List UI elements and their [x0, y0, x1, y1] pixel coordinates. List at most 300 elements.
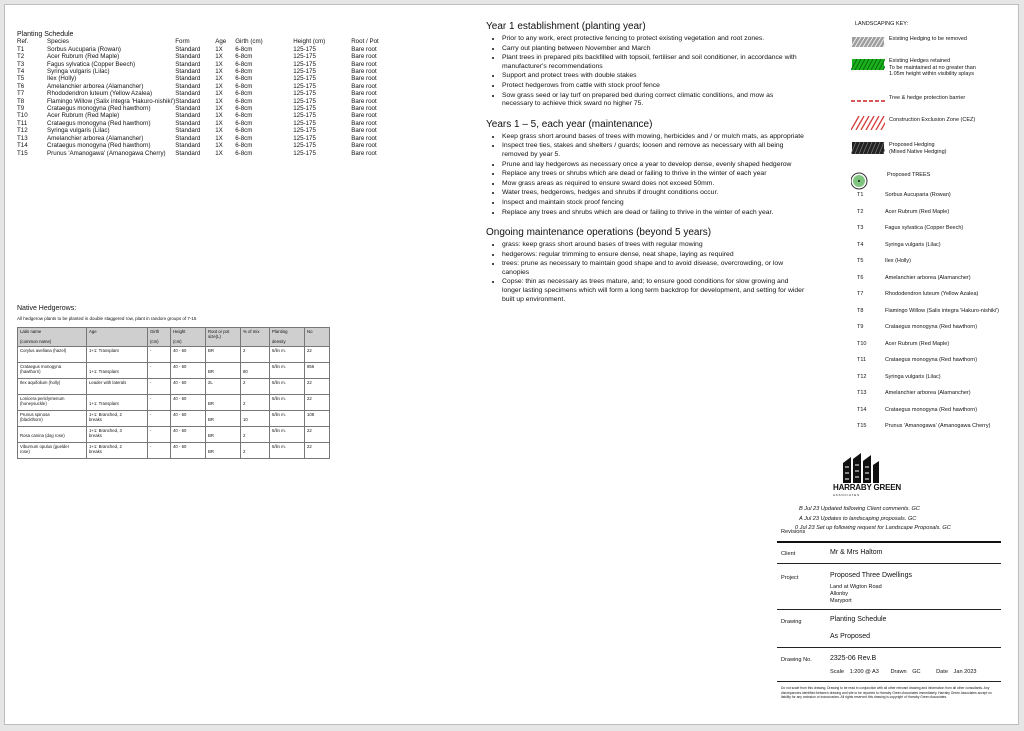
hedgerow-cell: 5/lin m.	[270, 363, 305, 379]
notes-list-item: • Replace any trees or shrubs which are dead or failing to thrive in the winter of each year	[502, 170, 806, 179]
schedule-cell: 125-175	[293, 127, 316, 135]
hedgerow-cell: 1+1: Transplant	[87, 347, 148, 363]
schedule-cell: Standard	[175, 75, 201, 83]
schedule-cell: Standard	[175, 119, 201, 127]
key-tree-ref: T12	[857, 373, 867, 380]
key-tree-ref: T1	[857, 192, 864, 198]
hedgerow-cell: -	[148, 443, 171, 459]
hedgerow-cell: 80	[241, 363, 270, 379]
schedule-cell: Crataegus monogyna (Red hawthorn)	[47, 142, 151, 150]
key-tree-row	[851, 192, 1021, 200]
schedule-cell: 6-8cm	[235, 82, 253, 90]
key-tree-row	[851, 390, 1021, 398]
schedule-cell: 1X	[215, 45, 223, 53]
client-label: Client	[781, 551, 796, 557]
key-item-label: Existing Hedging to be removed	[889, 36, 967, 42]
schedule-cell: Bare root	[351, 112, 377, 120]
schedule-cell: T5	[17, 75, 25, 83]
schedule-cell: 125-175	[293, 112, 316, 120]
schedule-cell: Bare root	[351, 75, 377, 83]
notes-list-item: • Inspect tree ties, stakes and shelters / guards; loosen and remove as necessary with all being removed by year 5.	[502, 142, 806, 159]
planting-schedule-title: Planting Schedule	[17, 31, 74, 38]
key-tree-row	[851, 291, 1021, 299]
divider	[777, 541, 1001, 543]
schedule-cell: Bare root	[351, 105, 377, 113]
schedule-cell: 6-8cm	[235, 97, 253, 105]
client-value: Mr & Mrs Haltom	[830, 549, 883, 556]
hedgerow-cell: 40 - 60	[171, 411, 206, 427]
schedule-cell: Standard	[175, 112, 201, 120]
schedule-cell: T8	[17, 97, 25, 105]
schedule-cell: T7	[17, 90, 25, 98]
schedule-cell: 1X	[215, 105, 223, 113]
logo-text: HARRABY GREEN	[833, 483, 901, 492]
dark-hatch-icon	[851, 141, 885, 155]
key-tree-name: Ilex (Holly)	[885, 258, 911, 264]
drawing-title-1: Planting Schedule	[830, 616, 887, 623]
schedule-cell: T4	[17, 68, 25, 76]
revisions-list	[795, 505, 951, 534]
schedule-row	[17, 112, 391, 119]
schedule-cell: 125-175	[293, 45, 316, 53]
key-tree-name: Crataegus monogyna (Red hawthorn)	[885, 324, 978, 330]
notes-list-item: • Water trees, hedgerows, hedges and shrubs if drought conditions occur.	[502, 189, 806, 198]
hedgerow-row	[18, 443, 330, 459]
notes-list-item: • Sow grass seed or lay turf on prepared bed during correct climatic conditions, and mow as necessary to achieve thick sward no higher 75.	[502, 92, 806, 109]
key-tree-ref: T13	[857, 390, 867, 396]
hedgerow-row	[18, 363, 330, 379]
schedule-cell: Standard	[175, 127, 201, 135]
hedgerow-cell: 2	[241, 379, 270, 395]
key-tree-row	[851, 225, 1021, 233]
key-tree-name: Sorbus Aucuparia (Rowan)	[885, 192, 951, 198]
hedgerow-row	[18, 347, 330, 363]
schedule-cell: 1X	[215, 75, 223, 83]
key-tree-name: Prunus 'Amanogawa' (Amanogawa Cherry)	[885, 423, 991, 429]
schedule-cell: 1X	[215, 149, 223, 157]
key-tree-row	[851, 209, 1021, 217]
schedule-row	[17, 75, 391, 82]
key-item-label: Existing Hedges retained To be maintained at no greater than 1.05m height within visibility splays	[889, 58, 976, 77]
hedgerow-cell: 40 - 60	[171, 427, 206, 443]
hedgerow-cell: Prunus spinosa (blackthorn)	[18, 411, 87, 427]
notes-list-item: • Replace any trees and shrubs which are dead or failing to thrive in the winter of each year.	[502, 209, 806, 218]
schedule-cell: 1X	[215, 112, 223, 120]
key-tree-ref: T7	[857, 291, 864, 297]
schedule-col-header: Ref.	[17, 38, 29, 46]
schedule-cell: Bare root	[351, 127, 377, 135]
schedule-cell: 6-8cm	[235, 90, 253, 98]
schedule-cell: 125-175	[293, 75, 316, 83]
schedule-col-header: Girth (cm)	[235, 38, 263, 46]
drawing-no-value: 2325-06 Rev.B	[830, 655, 877, 662]
green-hatch-icon	[851, 57, 885, 71]
hedgerow-cell: -	[148, 363, 171, 379]
planting-schedule-table	[17, 38, 391, 157]
hedgerow-col-header: % of mix	[241, 328, 270, 347]
schedule-cell: 1X	[215, 97, 223, 105]
hedgerow-cell: Corylus avellana (hazel)	[18, 347, 87, 363]
schedule-row	[17, 127, 391, 134]
schedule-cell: Acer Rubrum (Red Maple)	[47, 53, 120, 61]
schedule-cell: Ilex (Holly)	[47, 75, 77, 83]
schedule-cell: 125-175	[293, 97, 316, 105]
schedule-cell: 125-175	[293, 82, 316, 90]
project-address-3: Maryport	[830, 598, 852, 604]
key-tree-ref: T4	[857, 241, 864, 248]
hedgerow-cell: 5/lin m.	[270, 427, 305, 443]
schedule-cell: Standard	[175, 90, 201, 98]
notes-list-item: • Carry out planting between November and March	[502, 45, 806, 54]
hedgerow-row	[18, 379, 330, 395]
schedule-cell: Standard	[175, 142, 201, 150]
hedgerow-col-header: Age	[87, 328, 148, 347]
key-tree-name: Acer Rubrum (Red Maple)	[885, 340, 950, 347]
drawing-label: Drawing	[781, 619, 802, 625]
schedule-cell: Bare root	[351, 53, 377, 61]
key-tree-name: Fagus sylvatica (Copper Beech)	[885, 225, 964, 231]
key-item	[851, 94, 1021, 108]
schedule-cell: 6-8cm	[235, 68, 253, 76]
schedule-cell: Bare root	[351, 142, 377, 150]
revision-entry: 0 Jul 23 Set up following request for Landscape Proposals. GC	[795, 525, 951, 531]
schedule-row	[17, 135, 391, 142]
hedgerow-col-header: No	[305, 328, 330, 347]
schedule-row	[17, 105, 391, 112]
schedule-col-header: Species	[47, 38, 70, 46]
hedgerow-cell: 1+1: Branched, 2 breaks	[87, 443, 148, 459]
schedule-cell: Amelanchier arborea (Alamancher)	[47, 134, 144, 142]
key-tree-name: Rhododendron luteum (Yellow Azalea)	[885, 291, 979, 297]
schedule-cell: 1X	[215, 68, 223, 76]
notes-list-item: • hedgerows: regular trimming to ensure dense, neat shape, laying as required	[502, 251, 806, 260]
hedgerow-cell: Ilex aquifolium (holly)	[18, 379, 87, 395]
key-item-label: Proposed Hedging (Mixed Native Hedging)	[889, 142, 947, 155]
schedule-cell: Standard	[175, 53, 201, 61]
hedgerow-cell: Rosa canina (dog rose)	[18, 427, 87, 443]
schedule-cell: T11	[17, 119, 28, 127]
notes-list-item: • Copse: thin as necessary as trees mature, and; to ensure good conditions for slow growing and longer lasting specimens which will form a long term backdrop for development, and setting for wider built up environment.	[502, 278, 806, 304]
key-tree-name: Amelanchier arborea (Alamancher)	[885, 274, 971, 281]
key-item	[851, 171, 1021, 185]
key-tree-name: Crataegus monogyna (Red hawthorn)	[885, 357, 978, 363]
schedule-cell: Acer Rubrum (Red Maple)	[47, 112, 120, 120]
schedule-cell: 1X	[215, 60, 223, 68]
hedgerow-col-header: Root or pot size(L)	[206, 328, 241, 347]
hedgerow-col-header: Latin name (common name)	[18, 328, 87, 347]
key-tree-ref: T11	[857, 357, 867, 363]
hedgerow-cell: -	[148, 347, 171, 363]
key-tree-row	[851, 407, 1021, 415]
hedgerow-cell: BR	[206, 443, 241, 459]
key-tree-row	[851, 374, 1021, 382]
schedule-cell: Flamingo Willow (Salix integra 'Hakuro-nishiki')	[47, 97, 176, 105]
schedule-cell: Standard	[175, 68, 201, 76]
hedgerows-note: All hedgerow plants to be planted in double staggered row, plant in random groups of 7-15	[17, 316, 197, 321]
tree-circle-icon	[851, 171, 885, 185]
hedgerow-cell: 108	[305, 411, 330, 427]
schedule-cell: Standard	[175, 60, 201, 68]
key-item-label: Tree & hedge protection barrier	[889, 95, 966, 101]
schedule-cell: 6-8cm	[235, 105, 253, 113]
schedule-cell: 1X	[215, 142, 223, 150]
key-item	[851, 116, 1021, 130]
schedule-row	[17, 83, 391, 90]
key-tree-row	[851, 357, 1021, 365]
maintenance-notes	[486, 21, 806, 314]
hedgerow-cell: 40 - 60	[171, 347, 206, 363]
project-address-2: Allonby	[830, 591, 849, 597]
schedule-cell: Syringa vulgaris (Lilac)	[47, 68, 110, 76]
project-label: Project	[781, 575, 799, 581]
schedule-cell: 125-175	[293, 149, 316, 157]
hedgerow-cell: 856	[305, 363, 330, 379]
schedule-cell: 125-175	[293, 53, 316, 61]
scale-value: 1:200 @ A3	[849, 669, 879, 675]
schedule-cell: 125-175	[293, 60, 316, 68]
key-item-label: Construction Exclusion Zone (CEZ)	[889, 117, 976, 123]
hedgerow-cell: 2	[241, 443, 270, 459]
schedule-cell: Standard	[175, 149, 201, 157]
key-tree-ref: T5	[857, 258, 864, 264]
hedgerow-cell: 22	[305, 379, 330, 395]
hedgerow-cell: 22	[305, 443, 330, 459]
schedule-cell: T15	[17, 149, 28, 157]
logo-subtext: A S S O C I A T E S	[833, 493, 860, 497]
hedgerow-cell: BR	[206, 363, 241, 379]
red-hatch-icon	[851, 116, 885, 130]
notes-list	[486, 133, 806, 217]
drawn-value: GC	[912, 669, 921, 675]
hedgerow-cell: 1+1: Transplant	[87, 395, 148, 411]
notes-list	[486, 35, 806, 109]
schedule-cell: Bare root	[351, 45, 377, 53]
hedgerow-cell: -	[148, 395, 171, 411]
schedule-row	[17, 53, 391, 60]
company-logo	[833, 449, 929, 495]
schedule-cell: T13	[17, 134, 28, 142]
key-tree-name: Acer Rubrum (Red Maple)	[885, 208, 950, 215]
hedgerow-cell: 22	[305, 427, 330, 443]
hedgerow-cell: 10	[241, 411, 270, 427]
schedule-col-header: Root / Pot	[351, 38, 379, 46]
hedgerow-cell: -	[148, 411, 171, 427]
revision-entry: A Jul 23 Updates to landscaping proposals. GC	[799, 515, 917, 522]
key-tree-ref: T10	[857, 340, 867, 347]
schedule-cell: T10	[17, 112, 28, 120]
hedgerow-col-header: Height (cm)	[171, 328, 206, 347]
grey-hatch-icon	[851, 35, 885, 49]
divider	[777, 609, 1001, 610]
notes-list-item: • Protect hedgerows from cattle with stock proof fence	[502, 82, 806, 91]
schedule-row	[17, 98, 391, 105]
hedgerow-cell: 40 - 60	[171, 443, 206, 459]
date-value: Jan 2023	[953, 669, 977, 675]
planting-schedule	[17, 31, 391, 157]
key-title: LANDSCAPING KEY:	[855, 21, 909, 27]
project-address-1: Land at Wigton Road	[830, 584, 882, 590]
notes-list-item: • Inspect and maintain stock proof fencing	[502, 199, 806, 208]
hedgerow-cell: 1+1: Branched, 2 breaks	[87, 411, 148, 427]
schedule-cell: 1X	[215, 82, 223, 90]
key-tree-ref: T3	[857, 225, 864, 231]
hedgerow-cell: BR	[206, 395, 241, 411]
project-value: Proposed Three Dwellings	[830, 572, 912, 579]
schedule-cell: Bare root	[351, 82, 377, 90]
key-tree-row	[851, 242, 1021, 250]
hedgerow-cell: -	[148, 427, 171, 443]
hedgerow-cell: 22	[305, 395, 330, 411]
notes-list-item: • Keep grass short around bases of trees with mowing, herbicides and / or mulch mats, as appropriate	[502, 133, 806, 142]
revisions-label: Revisions	[781, 529, 806, 535]
schedule-cell: 6-8cm	[235, 60, 253, 68]
notes-list-item: • Mow grass areas as required to ensure sward does not exceed 50mm.	[502, 180, 806, 189]
notes-list-item: • Prior to any work, erect protective fencing to protect existing vegetation and root zones.	[502, 35, 806, 44]
hedgerow-cell: 40 - 60	[171, 363, 206, 379]
disclaimer-text: Do not scale from this drawing. Drawing to be read in conjunction with all other relevant drawing and information from all other consultants. Any discrepancies identified between drawing and site to be reported to Harraby Green Associates immediately. Harraby Green Associates accept no liability for any omission or inaccuracies. All rights reserved this drawing is copyright of Harraby Green Associates.	[781, 686, 992, 700]
key-tree-ref: T9	[857, 324, 864, 330]
key-item-label: Proposed TREES	[887, 172, 931, 178]
hedgerow-cell: 22	[305, 347, 330, 363]
drawing-title-2: As Proposed	[830, 633, 871, 640]
schedule-cell: Amelanchier arborea (Alamancher)	[47, 82, 144, 90]
hedgerow-cell: 5/lin m.	[270, 347, 305, 363]
hedgerow-cell: Viburnum opulus (guelder rose)	[18, 443, 87, 459]
schedule-cell: Bare root	[351, 149, 377, 157]
schedule-cell: 6-8cm	[235, 127, 253, 135]
notes-list-item: • trees: prune as necessary to maintain good shape and to avoid disease, overcrowding, or low canopies	[502, 260, 806, 277]
schedule-cell: T6	[17, 82, 25, 90]
revision-entry: B Jul 23 Updated following Client comments. GC	[799, 506, 920, 512]
hedgerow-cell: 40 - 60	[171, 395, 206, 411]
schedule-cell: Bare root	[351, 134, 377, 142]
schedule-cell: 6-8cm	[235, 119, 253, 127]
schedule-col-header: Height (cm)	[293, 38, 326, 46]
schedule-row	[17, 68, 391, 75]
schedule-cell: Crataegus monogyna (Red hawthorn)	[47, 105, 151, 113]
schedule-cell: Standard	[175, 45, 201, 53]
schedule-cell: Crataegus monogyna (Red hawthorn)	[47, 119, 151, 127]
hedgerow-cell: 1+1: Transplant	[87, 363, 148, 379]
schedule-cell: 1X	[215, 53, 223, 61]
red-dash-line-icon	[851, 94, 885, 108]
schedule-col-header: Form	[175, 38, 190, 46]
schedule-cell: T14	[17, 142, 28, 150]
schedule-row	[17, 61, 391, 68]
key-item	[851, 141, 1021, 155]
notes-section-heading: Years 1 – 5, each year (maintenance)	[486, 118, 653, 130]
schedule-cell: Bare root	[351, 68, 377, 76]
hedgerow-cell: Leader with laterals	[87, 379, 148, 395]
schedule-cell: 6-8cm	[235, 53, 253, 61]
key-tree-row	[851, 341, 1021, 349]
hedgerow-cell: Crataegus monogyna (hawthorn)	[18, 363, 87, 379]
schedule-cell: Bare root	[351, 119, 377, 127]
schedule-cell: 6-8cm	[235, 75, 253, 83]
key-tree-row	[851, 308, 1021, 316]
divider	[777, 647, 1001, 648]
schedule-row	[17, 120, 391, 127]
key-tree-name: Flamingo Willow (Salix integra 'Hakuro-nishiki')	[885, 307, 999, 314]
key-tree-row	[851, 324, 1021, 332]
schedule-cell: Bare root	[351, 90, 377, 98]
hedgerows-title: Native Hedgerows:	[17, 305, 77, 312]
key-tree-name: Syringa vulgaris (Lilac)	[885, 241, 941, 248]
notes-section-heading: Ongoing maintenance operations (beyond 5 years)	[486, 227, 712, 239]
hedgerow-cell: 1+1: Branched, 3 breaks	[87, 427, 148, 443]
notes-list-item: • Plant trees in prepared pits backfilled with topsoil, fertiliser and soil conditioner, in accordance with manufacturer's recommendations	[502, 54, 806, 71]
schedule-cell: 1X	[215, 90, 223, 98]
schedule-cell: 6-8cm	[235, 149, 253, 157]
schedule-cell: 125-175	[293, 134, 316, 142]
schedule-cell: Prunus 'Amanogawa' (Amanogawa Cherry)	[47, 149, 166, 157]
schedule-cell: 125-175	[293, 105, 316, 113]
notes-list-item: • grass: keep grass short around bases of trees with regular mowing	[502, 241, 806, 250]
schedule-cell: Fagus sylvatica (Copper Beech)	[47, 60, 136, 68]
hedgerow-cell: 5/lin m.	[270, 411, 305, 427]
schedule-cell: T12	[17, 127, 28, 135]
hedgerow-cell: 5/lin m.	[270, 395, 305, 411]
key-tree-row	[851, 275, 1021, 283]
schedule-cell: Rhododendron luteum (Yellow Azalea)	[47, 90, 153, 98]
hedgerow-cell: 5/lin m.	[270, 443, 305, 459]
divider	[777, 681, 1001, 682]
hedgerow-cell: Lonicera periclymenum (honeysuckle)	[18, 395, 87, 411]
schedule-cell: 6-8cm	[235, 112, 253, 120]
schedule-cell: 125-175	[293, 90, 316, 98]
schedule-cell: T9	[17, 105, 25, 113]
schedule-cell: 6-8cm	[235, 134, 253, 142]
schedule-cell: Bare root	[351, 97, 377, 105]
hedgerow-cell: BR	[206, 347, 241, 363]
key-tree-name: Syringa vulgaris (Lilac)	[885, 373, 941, 380]
hedgerow-row	[18, 427, 330, 443]
key-tree-ref: T2	[857, 208, 864, 215]
hedgerow-row	[18, 395, 330, 411]
hedgerow-cell: 2	[241, 347, 270, 363]
notes-section-heading: Year 1 establishment (planting year)	[486, 21, 646, 32]
hedgerow-row	[18, 411, 330, 427]
schedule-cell: 1X	[215, 119, 223, 127]
hedgerow-col-header: Planting density	[270, 328, 305, 347]
schedule-row	[17, 46, 391, 53]
schedule-cell: T3	[17, 60, 25, 68]
schedule-cell: Sorbus Aucuparia (Rowan)	[47, 45, 121, 53]
key-tree-ref: T15	[857, 423, 867, 429]
schedule-cell: Standard	[175, 105, 201, 113]
drawing-no-label: Drawing No.	[781, 657, 812, 663]
schedule-row	[17, 90, 391, 97]
notes-list-item: • Prune and lay hedgerows as necessary once a year to develop dense, evenly shaped hedgerow	[502, 161, 806, 170]
schedule-col-header: Age	[215, 38, 227, 46]
schedule-row	[17, 150, 391, 157]
hedgerow-cell: 2	[241, 395, 270, 411]
hedgerow-cell: -	[148, 379, 171, 395]
key-tree-ref: T6	[857, 274, 864, 281]
hedgerow-cell: BR	[206, 411, 241, 427]
schedule-cell: 6-8cm	[235, 142, 253, 150]
hedgerow-cell: 40 - 60	[171, 379, 206, 395]
drawn-label: Drawn	[890, 669, 907, 675]
key-tree-name: Amelanchier arborea (Alamancher)	[885, 390, 971, 396]
hedgerow-cell: BR	[206, 427, 241, 443]
key-tree-ref: T14	[857, 406, 867, 413]
schedule-row	[17, 142, 391, 149]
schedule-cell: 1X	[215, 127, 223, 135]
key-tree-ref: T8	[857, 307, 864, 314]
date-label: Date	[936, 669, 948, 675]
key-tree-name: Crataegus monogyna (Red hawthorn)	[885, 406, 978, 413]
